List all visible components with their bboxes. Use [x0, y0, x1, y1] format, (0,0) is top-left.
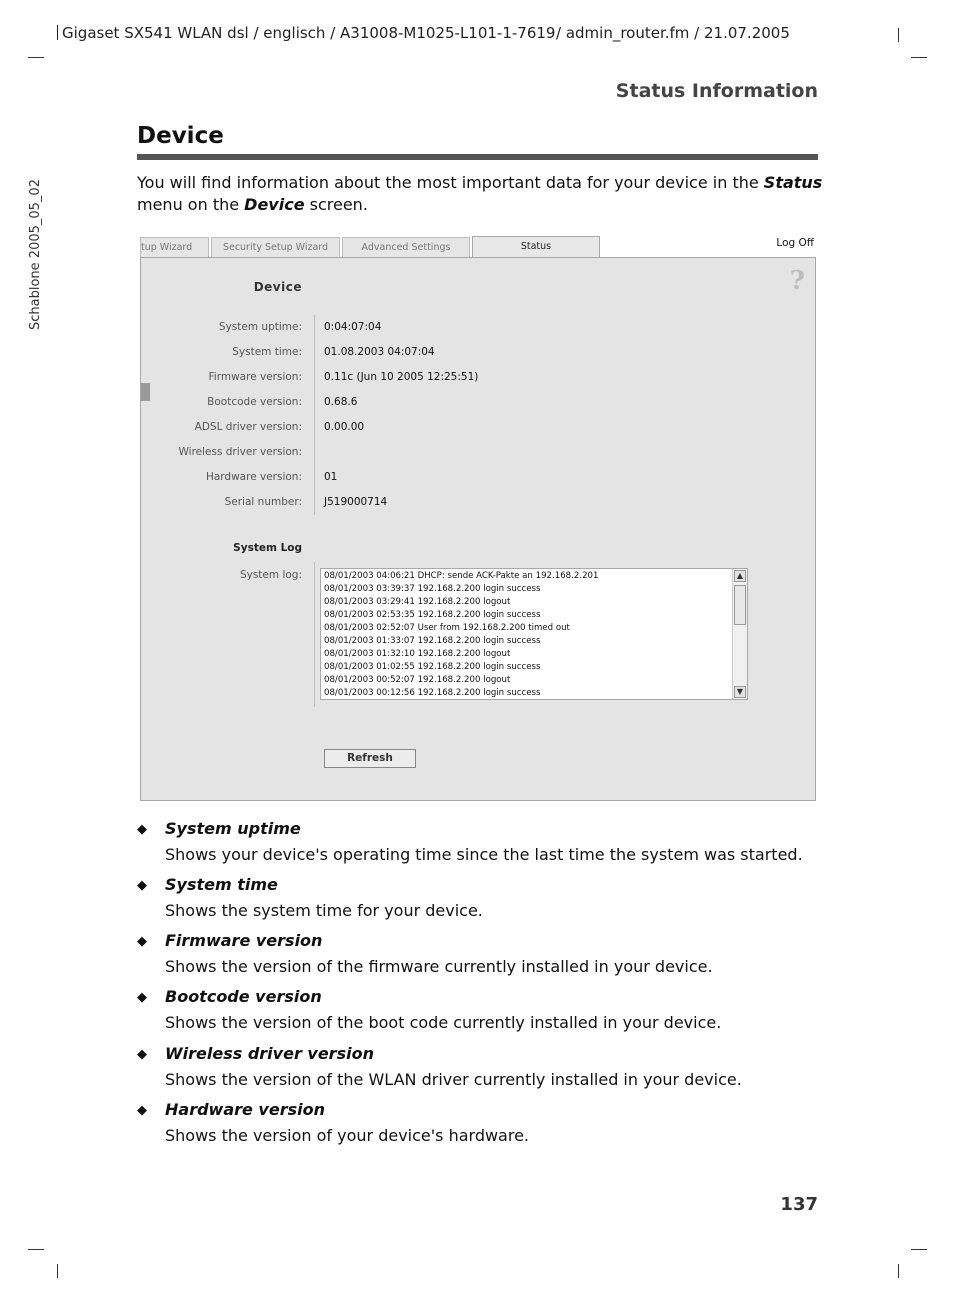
field-value: J519000714 — [324, 496, 388, 508]
item-description: Shows the system time for your device. — [165, 901, 483, 920]
tab-security-setup-wizard[interactable]: Security Setup Wizard — [211, 237, 340, 257]
field-value: 0.11c (Jun 10 2005 12:25:51) — [324, 371, 479, 383]
refresh-button[interactable]: Refresh — [324, 749, 416, 768]
crop-mark — [911, 1249, 927, 1250]
intro-device-term: Device — [244, 195, 305, 214]
intro-text: screen. — [304, 195, 368, 214]
header-left-text: Gigaset SX541 WLAN dsl / englisch / A31008-M1025-L101-1-7619 — [62, 24, 556, 42]
item-term: System time — [165, 875, 278, 894]
tab-advanced-settings[interactable]: Advanced Settings — [342, 237, 470, 257]
bullet-diamond-icon: ◆ — [137, 878, 147, 893]
system-log-textarea[interactable] — [320, 568, 748, 700]
field-divider — [314, 315, 315, 515]
item-description: Shows the version of the WLAN driver currently installed in your device. — [165, 1070, 742, 1089]
page-heading: Device — [137, 123, 224, 149]
item-term: Hardware version — [165, 1100, 325, 1119]
field-value: 01.08.2003 04:07:04 — [324, 346, 435, 358]
document-header-right: / admin_router.fm / 21.07.2005 — [556, 24, 790, 42]
log-line: 08/01/2003 01:33:07 192.168.2.200 login success — [324, 636, 541, 646]
field-label: System time: — [232, 346, 302, 358]
bullet-diamond-icon: ◆ — [137, 934, 147, 949]
section-label: Status Information — [615, 80, 818, 102]
intro-paragraph — [137, 172, 827, 216]
crop-mark — [898, 28, 899, 42]
side-template-label: Schablone 2005_05_02 — [28, 179, 43, 330]
document-header — [57, 24, 555, 42]
log-line: 08/01/2003 04:06:21 DHCP: sende ACK-Pakte an 192.168.2.201 — [324, 571, 599, 581]
item-term: Wireless driver version — [165, 1044, 374, 1063]
log-scrollbar[interactable] — [732, 569, 747, 699]
field-label: Hardware version: — [205, 471, 302, 483]
field-value: 0.68.6 — [324, 396, 358, 408]
field-label: Bootcode version: — [207, 396, 302, 408]
bullet-diamond-icon: ◆ — [137, 990, 147, 1005]
field-value: 01 — [324, 471, 338, 483]
field-label: Serial number: — [224, 496, 302, 508]
field-label: Wireless driver version: — [178, 446, 302, 458]
field-value: 0.00.00 — [324, 421, 365, 433]
tab-bar — [140, 236, 817, 258]
device-section-title: Device — [253, 280, 302, 294]
system-log-label: System log: — [239, 569, 302, 581]
scrollbar-thumb[interactable] — [734, 585, 746, 625]
tab-status[interactable]: Status — [472, 236, 600, 259]
crop-mark — [911, 57, 927, 58]
item-term: Firmware version — [165, 931, 323, 950]
item-description: Shows the version of the firmware currently installed in your device. — [165, 957, 713, 976]
log-line: 08/01/2003 00:12:56 192.168.2.200 login success — [324, 688, 541, 698]
item-description: Shows the version of the boot code currently installed in your device. — [165, 1013, 722, 1032]
system-log-title: System Log — [233, 542, 302, 554]
log-line: 08/01/2003 03:29:41 192.168.2.200 logout — [324, 597, 511, 607]
field-divider — [314, 562, 315, 707]
bullet-diamond-icon: ◆ — [137, 822, 147, 837]
logoff-link[interactable]: Log Off — [776, 237, 814, 249]
crop-mark — [57, 1264, 58, 1278]
log-line: 08/01/2003 02:53:35 192.168.2.200 login success — [324, 610, 541, 620]
field-label: System uptime: — [218, 321, 302, 333]
log-line: 08/01/2003 00:52:07 192.168.2.200 logout — [324, 675, 511, 685]
heading-rule — [137, 154, 818, 160]
field-label: Firmware version: — [208, 371, 302, 383]
help-icon[interactable]: ? — [789, 266, 805, 296]
page-number: 137 — [780, 1194, 818, 1215]
status-panel — [140, 257, 816, 801]
intro-text: You will find information about the most important data for your device in the — [137, 173, 764, 192]
crop-mark — [28, 1249, 44, 1250]
log-line: 08/01/2003 01:02:55 192.168.2.200 login success — [324, 662, 541, 672]
tab-setup-wizard[interactable]: tup Wizard — [140, 237, 209, 257]
bullet-diamond-icon: ◆ — [137, 1103, 147, 1118]
scroll-up-arrow-icon[interactable]: ▲ — [734, 570, 746, 582]
crop-mark — [28, 57, 44, 58]
log-line: 08/01/2003 02:52:07 User from 192.168.2.200 timed out — [324, 623, 570, 633]
item-description: Shows the version of your device's hardware. — [165, 1126, 530, 1145]
scroll-down-arrow-icon[interactable]: ▼ — [734, 686, 746, 698]
log-line: 08/01/2003 01:32:10 192.168.2.200 logout — [324, 649, 511, 659]
bullet-diamond-icon: ◆ — [137, 1047, 147, 1062]
field-label: ADSL driver version: — [194, 421, 302, 433]
log-line: 08/01/2003 03:39:37 192.168.2.200 login success — [324, 584, 541, 594]
item-term: System uptime — [165, 819, 301, 838]
item-term: Bootcode version — [165, 987, 322, 1006]
router-screenshot — [140, 236, 817, 802]
field-value: 0:04:07:04 — [324, 321, 382, 333]
intro-text-line2: menu on the — [137, 195, 245, 214]
intro-status-term: Status — [763, 173, 823, 192]
item-description: Shows your device's operating time since the last time the system was started. — [165, 845, 803, 864]
crop-mark — [898, 1264, 899, 1278]
header-separator — [57, 25, 58, 40]
